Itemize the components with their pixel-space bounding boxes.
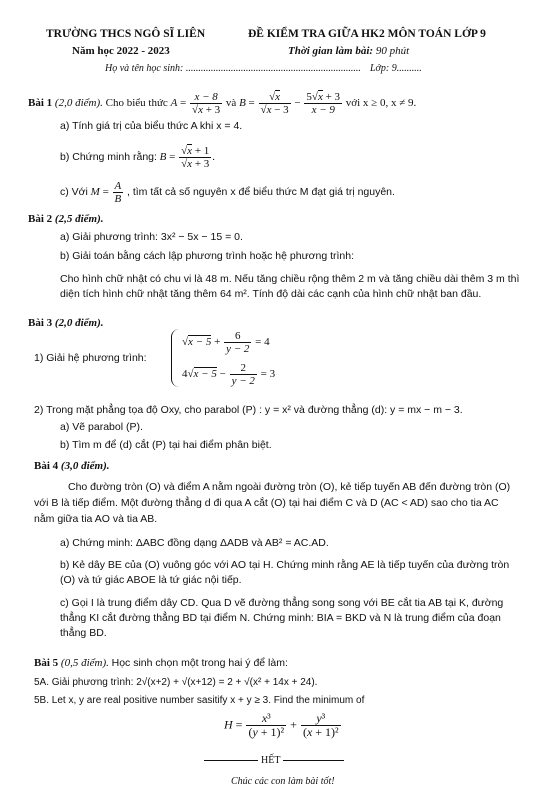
bai3-q1-label: 1) Giải hệ phương trình: bbox=[34, 352, 147, 364]
bai4-part-c: c) Gọi I là trung điểm dây CD. Qua D vẽ đường thẳng song song với BE cắt tia AB tại K, đường thẳng KI cắt đường thẳng BD tại điểm N. Chứng minh: BIA = BKD và N là trung điểm của đoạn thẳng BD. bbox=[60, 597, 504, 640]
expr-B1: $\frac{√x}{√x - 3}$ bbox=[260, 91, 289, 117]
bai5-score: (0,5 điểm). bbox=[60, 657, 109, 669]
bai1-part-b: b) Chứng minh rằng: B = $\frac{√x + 1}{√x + 3}$ . bbox=[60, 145, 216, 171]
time-label: Thời gian làm bài: bbox=[288, 45, 374, 57]
bai4-heading: Bài 4 bbox=[34, 460, 59, 472]
bai3-part-a: a) Vẽ parabol (P). bbox=[60, 421, 143, 433]
bai3-score: (2,0 điểm). bbox=[54, 317, 104, 329]
bai4-part-a: a) Chứng minh: ΔABC đồng dạng ΔADB và AB² = AC.AD. bbox=[60, 537, 329, 549]
bai1-part-a: a) Tính giá trị của biểu thức A khi x = 4. bbox=[60, 120, 243, 132]
bai2-heading: Bài 2 bbox=[28, 213, 53, 225]
time-info bbox=[288, 44, 409, 58]
expr-B-result: $\frac{√x + 1}{√x + 3}$ bbox=[181, 145, 210, 171]
class-line: Lớp: 9.......... bbox=[370, 63, 422, 74]
bai1-and: và bbox=[225, 97, 237, 110]
bai1-condition: với x ≥ 0, x ≠ 9. bbox=[345, 97, 417, 110]
expr-B2: $\frac{5√x + 3}{x - 9}$ bbox=[306, 91, 341, 117]
bai1-part-c: c) Với M = $\frac{A}{B}$ , tìm tất cả số nguyên x để biểu thức M đạt giá trị nguyên. bbox=[60, 180, 395, 206]
bai5-option-a: 5A. Giải phương trình: 2√(x+2) + √(x+12) = 2 + √(x² + 14x + 24). bbox=[34, 677, 318, 688]
bai1-heading: Bài 1 bbox=[28, 97, 53, 110]
bai2-part-b: b) Giải toán bằng cách lập phương trình hoặc hệ phương trình: bbox=[60, 250, 355, 262]
expr-H: H = $\frac{\text{x³}}{\text{(y + 1)²}}$ + $\frac{\text{y³}}{\text{(x + 1)²}}$ bbox=[224, 711, 339, 740]
system-brace bbox=[171, 329, 180, 387]
bai2-heading-line bbox=[28, 212, 103, 226]
bai4-part-b: b) Kẻ dây BE của (O) vuông góc với AO tại H. Chứng minh rằng AE là tiếp tuyến của đường tròn (O) và tứ giác ABOE là tứ giác nội tiếp. bbox=[60, 559, 510, 587]
bai1-score: (2,0 điểm). bbox=[54, 97, 103, 110]
exam-title: ĐỀ KIỂM TRA GIỮA HK2 MÔN TOÁN LỚP 9 bbox=[248, 28, 486, 40]
bai3-heading: Bài 3 bbox=[28, 317, 53, 329]
expr-A: $\frac{x - 8}{√x + 3}$ bbox=[192, 91, 221, 117]
bai2-part-a: a) Giải phương trình: 3x² − 5x − 15 = 0. bbox=[60, 231, 243, 243]
student-name-line: Họ và tên học sinh: ...................................................................... bbox=[105, 63, 361, 74]
bai5-intro: Học sinh chọn một trong hai ý để làm: bbox=[111, 657, 288, 669]
bai1-statement: Bài 1 (2,0 điểm). Cho biểu thức A = $\frac{x - 8}{√x + 3}$ và B = $\frac{√x}{√x - 3}$ − $\frac{5√x + 3}{x - 9}$ với x ≥ 0, x ≠ 9. bbox=[28, 91, 417, 117]
bai4-intro: Cho đường tròn (O) và điểm A nằm ngoài đường tròn (O), kẻ tiếp tuyến AB đến đường tròn (O) với B là tiếp điểm. Một đường thẳng d đi qua A cắt (O) tại hai điểm C và D (AC < AD) sao cho tia AC nằm giữa tia AO và tia AB. bbox=[34, 481, 511, 525]
expr-M: $\frac{A}{B}$ bbox=[114, 180, 122, 206]
bai5-statement bbox=[34, 656, 288, 671]
bai5-option-b: 5B. Let x, y are real positive number sasitify x + y ≥ 3. Find the minimum of bbox=[34, 695, 365, 706]
bai4-heading-line bbox=[34, 459, 109, 473]
time-value: 90 phút bbox=[375, 45, 410, 57]
bai4-score: (3,0 điểm). bbox=[60, 460, 110, 472]
school-name: TRƯỜNG THCS NGÔ SĨ LIÊN bbox=[46, 28, 206, 40]
footer-wish: Chúc các con làm bài tốt! bbox=[231, 776, 335, 787]
school-year: Năm học 2022 - 2023 bbox=[72, 45, 170, 57]
system-eq-2: 4√x − 5 − $\frac{2}{y - 2}$ = 3 bbox=[182, 362, 276, 388]
bai2-score: (2,5 điểm). bbox=[54, 213, 104, 225]
bai5-heading: Bài 5 bbox=[34, 657, 59, 669]
bai2-problem-text: Cho hình chữ nhật có chu vi là 48 m. Nếu tăng chiều rộng thêm 2 m và tăng chiều dài thêm 3 m thì diện tích hình chữ nhật tăng thêm 64 m². Tính độ dài các cạnh của hình chữ nhật ban đầu. bbox=[60, 273, 520, 301]
bai3-heading-line bbox=[28, 316, 103, 330]
bai3-q2: 2) Trong mặt phẳng tọa độ Oxy, cho parabol (P) : y = x² và đường thẳng (d): y = mx − m − 3. bbox=[34, 404, 463, 416]
bai1-intro: Cho biểu thức bbox=[105, 97, 168, 110]
system-eq-1: √x − 5 + $\frac{6}{y - 2}$ = 4 bbox=[182, 330, 270, 356]
bai3-part-b: b) Tìm m để (d) cắt (P) tại hai điểm phân biệt. bbox=[60, 439, 272, 451]
footer-end: HẾT bbox=[258, 754, 283, 767]
